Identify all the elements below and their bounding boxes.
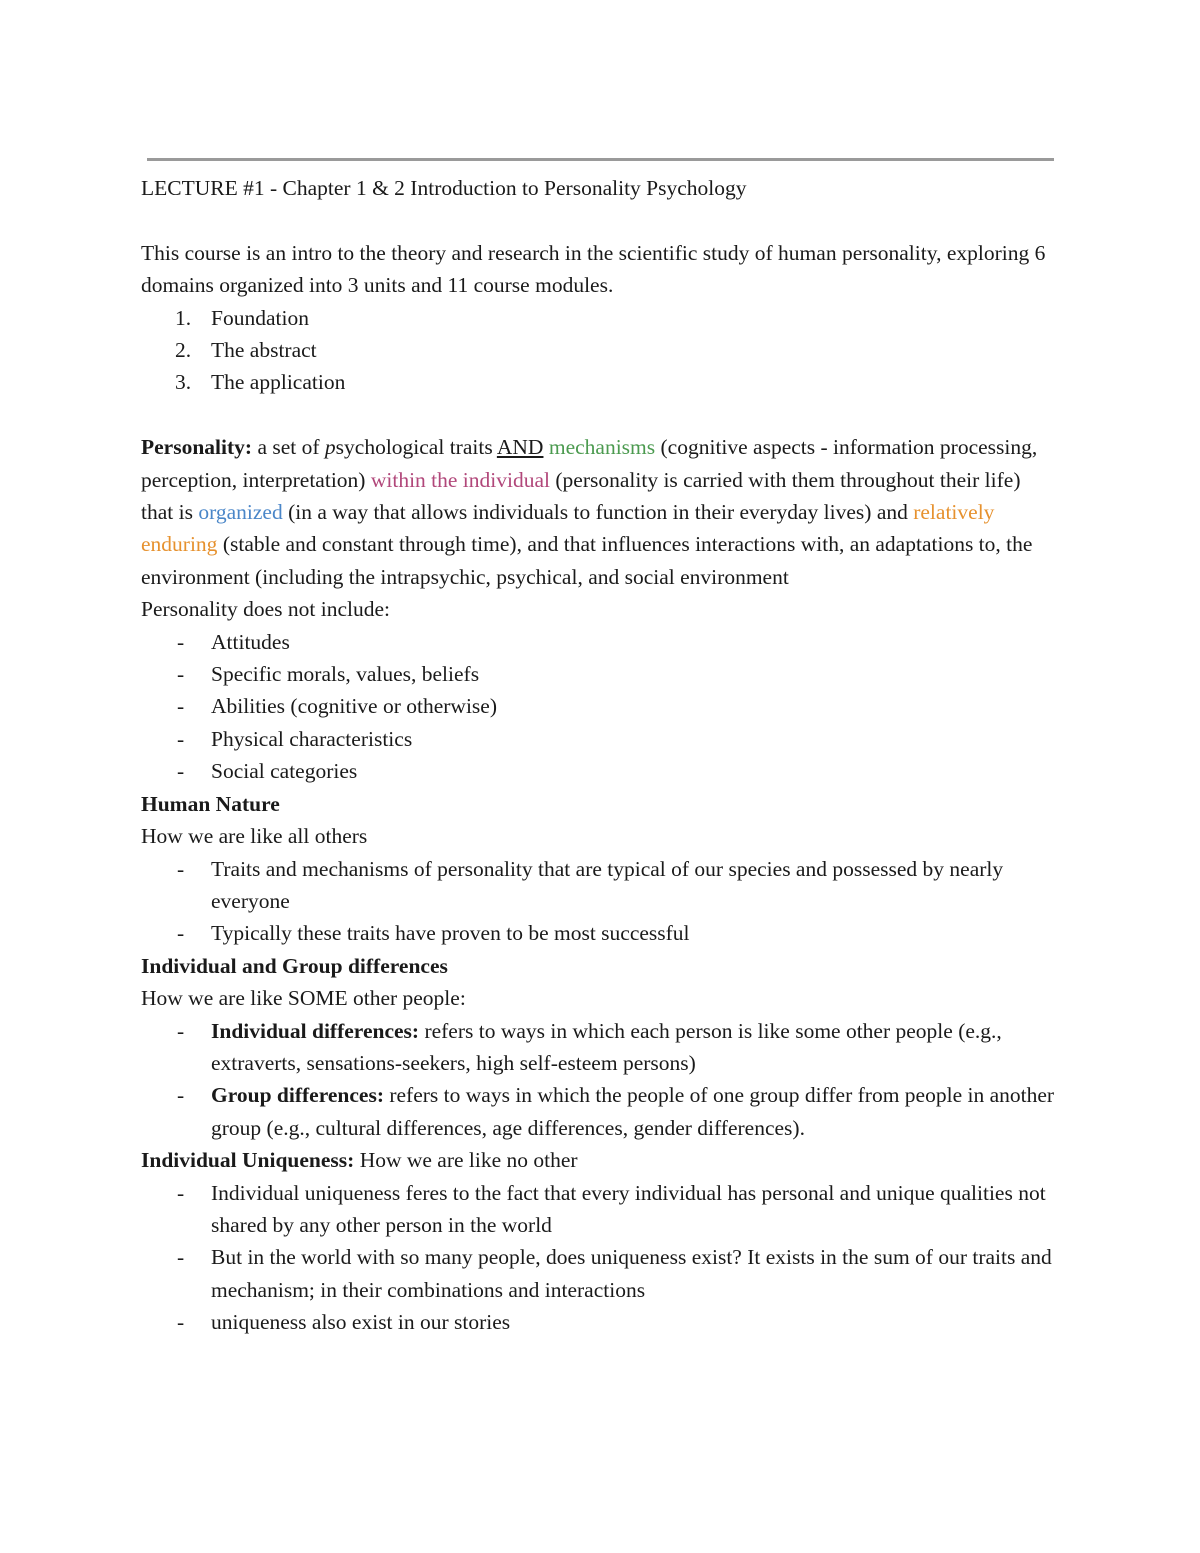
not-include-heading: Personality does not include:	[141, 597, 391, 622]
list-item	[141, 755, 1056, 787]
section-heading-uniqueness	[141, 1144, 1056, 1176]
definition-text: (personality is carried with them throughout their life) that is	[141, 467, 1021, 525]
list-item-label: Attitudes	[211, 629, 290, 654]
list-item	[141, 1079, 1056, 1144]
highlight-organized: organized	[198, 500, 283, 525]
dash-marker: -	[177, 1310, 185, 1335]
human-nature-list	[141, 853, 1056, 950]
list-item	[141, 1241, 1056, 1306]
section-heading-differences	[141, 950, 1056, 982]
dash-marker: -	[177, 1245, 185, 1270]
list-item	[141, 626, 1056, 658]
dash-marker: -	[177, 1180, 185, 1205]
definition-text: sychological traits	[335, 435, 497, 460]
human-nature-subheading: How we are like all others	[141, 824, 368, 849]
list-item-label: The application	[211, 370, 346, 395]
list-item-label: Physical characteristics	[211, 726, 413, 751]
intro-paragraph: This course is an intro to the theory and research in the scientific study of human personality, exploring 6 domains organized into 3 units and 11 course modules.	[141, 240, 1046, 298]
lecture-title: LECTURE #1 - Chapter 1 & 2 Introduction to Personality Psychology	[141, 176, 747, 200]
list-item	[141, 366, 1056, 398]
definition-text-italic: p	[324, 435, 336, 460]
highlight-within-individual: within the individual	[370, 467, 550, 492]
list-item	[141, 917, 1056, 949]
list-item-label: Social categories	[211, 759, 358, 784]
list-item-label: refers to ways in which each person is like some other people (e.g., extraverts, sensations-seekers, high self-esteem persons)	[211, 1018, 1002, 1075]
dash-marker: -	[177, 759, 185, 784]
differences-subheading: How we are like SOME other people:	[141, 986, 466, 1011]
definition-text: (stable and constant through time), and that influences interactions with, an adaptations to, the environment (including the intrapsychic, psychical, and social environment	[141, 532, 1033, 589]
list-item	[141, 853, 1056, 918]
underlined-and: AND	[496, 435, 544, 460]
dash-marker: -	[177, 1083, 185, 1108]
spacer	[141, 204, 1056, 236]
list-item-label: Traits and mechanisms of personality that are typical of our species and possessed by nearly everyone	[211, 856, 1004, 913]
spacer	[141, 399, 1056, 431]
definition-text: a set of	[252, 435, 325, 460]
list-item	[141, 1306, 1056, 1338]
list-item-label: The abstract	[211, 338, 317, 363]
definition-text: (in a way that allows individuals to function in their everyday lives) and	[282, 500, 914, 525]
list-item-label: uniqueness also exist in our stories	[211, 1310, 511, 1335]
list-item-label: Foundation	[211, 305, 309, 330]
list-item-label: Specific morals, values, beliefs	[211, 662, 480, 687]
uniqueness-list	[141, 1177, 1056, 1339]
list-item-term: Group differences:	[211, 1083, 384, 1108]
section-heading-human-nature	[141, 788, 1056, 820]
differences-list	[141, 1015, 1056, 1145]
dash-marker: -	[177, 694, 185, 719]
dash-marker: -	[177, 921, 185, 946]
list-item-label: Typically these traits have proven to be most successful	[211, 921, 690, 946]
definition-term: Personality:	[141, 435, 253, 460]
list-item-term: Individual differences:	[211, 1018, 420, 1043]
heading-text: Individual and Group differences	[141, 953, 448, 978]
list-number: 2.	[175, 338, 192, 363]
list-item	[141, 334, 1056, 366]
not-include-list	[141, 626, 1056, 788]
list-item	[141, 723, 1056, 755]
list-item	[141, 302, 1056, 334]
dash-marker: -	[177, 856, 185, 881]
heading-text: Human Nature	[141, 791, 280, 816]
list-item-label: Individual uniqueness feres to the fact that every individual has personal and unique qualities not shared by any other person in the world	[211, 1180, 1046, 1237]
definition-text: (cognitive aspects - information processing, perception, interpretation)	[141, 435, 1038, 492]
list-item-label: But in the world with so many people, does uniqueness exist? It exists in the sum of our traits and mechanism; in their combinations and interactions	[211, 1245, 1052, 1302]
document-body	[141, 172, 1056, 1339]
list-item	[141, 690, 1056, 722]
highlight-mechanisms: mechanisms	[548, 435, 656, 460]
dash-marker: -	[177, 726, 185, 751]
list-number: 3.	[175, 370, 192, 395]
units-list	[141, 302, 1056, 399]
dash-marker: -	[177, 662, 185, 687]
heading-subtext: How we are like no other	[354, 1148, 578, 1173]
list-item	[141, 658, 1056, 690]
dash-marker: -	[177, 629, 185, 654]
list-item	[141, 1015, 1056, 1080]
header-divider	[147, 158, 1054, 161]
list-number: 1.	[175, 305, 192, 330]
list-item-label: refers to ways in which the people of one group differ from people in another group (e.g., cultural differences, age differences, gender differences).	[211, 1083, 1055, 1140]
highlight-relatively-enduring: relatively enduring	[141, 500, 995, 557]
list-item	[141, 1177, 1056, 1242]
list-item-label: Abilities (cognitive or otherwise)	[211, 694, 497, 719]
personality-definition	[141, 431, 1056, 593]
dash-marker: -	[177, 1018, 185, 1043]
heading-text: Individual Uniqueness:	[141, 1148, 355, 1173]
